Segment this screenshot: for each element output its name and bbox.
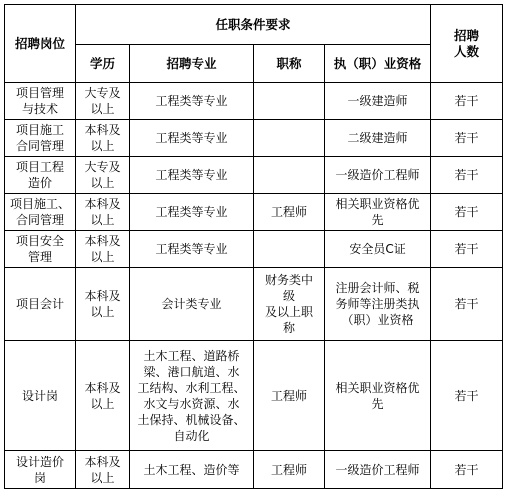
cell-education: 本科及 以上	[76, 341, 130, 451]
table-row	[5, 268, 503, 341]
cell-major: 工程类等专业	[130, 83, 254, 120]
cell-qualification: 相关职业资格优 先	[325, 194, 431, 231]
cell-qualification: 一级造价工程师	[325, 157, 431, 194]
table-row	[5, 157, 503, 194]
cell-qualification: 一级建造师	[325, 83, 431, 120]
cell-position: 设计岗	[5, 341, 76, 451]
table-row	[5, 194, 503, 231]
cell-title	[254, 231, 325, 268]
cell-title	[254, 157, 325, 194]
cell-education: 本科及 以上	[76, 231, 130, 268]
cell-education: 本科及 以上	[76, 268, 130, 341]
header-count: 招聘 人数	[431, 5, 503, 83]
header-title: 职称	[254, 45, 325, 83]
cell-major: 土木工程、造价等	[130, 451, 254, 489]
cell-position: 项目施工 合同管理	[5, 120, 76, 157]
cell-count: 若干	[431, 268, 503, 341]
table-row	[5, 83, 503, 120]
cell-education: 本科及 以上	[76, 451, 130, 489]
cell-position: 设计造价 岗	[5, 451, 76, 489]
cell-count: 若干	[431, 341, 503, 451]
cell-education: 本科及 以上	[76, 194, 130, 231]
cell-title: 工程师	[254, 451, 325, 489]
cell-position: 项目管理 与技术	[5, 83, 76, 120]
table-row	[5, 451, 503, 489]
cell-count: 若干	[431, 120, 503, 157]
cell-title	[254, 83, 325, 120]
cell-position: 项目安全 管理	[5, 231, 76, 268]
cell-count: 若干	[431, 194, 503, 231]
header-major: 招聘专业	[130, 45, 254, 83]
cell-position: 项目会计	[5, 268, 76, 341]
cell-title: 工程师	[254, 194, 325, 231]
cell-qualification: 相关职业资格优 先	[325, 341, 431, 451]
cell-major: 工程类等专业	[130, 231, 254, 268]
table-row	[5, 341, 503, 451]
cell-count: 若干	[431, 451, 503, 489]
cell-count: 若干	[431, 83, 503, 120]
cell-qualification: 二级建造师	[325, 120, 431, 157]
cell-major: 工程类等专业	[130, 194, 254, 231]
table-row	[5, 231, 503, 268]
header-conditions: 任职条件要求	[76, 5, 431, 45]
header-row-1	[5, 5, 503, 45]
cell-position: 项目工程 造价	[5, 157, 76, 194]
recruitment-table	[4, 4, 503, 489]
cell-qualification: 注册会计师、税 务师等注册类执 （职）业资格	[325, 268, 431, 341]
header-qualification: 执（职）业资格	[325, 45, 431, 83]
cell-major: 工程类等专业	[130, 157, 254, 194]
cell-education: 大专及 以上	[76, 83, 130, 120]
cell-title	[254, 120, 325, 157]
cell-major: 土木工程、道路桥 梁、港口航道、水 工结构、水利工程、 水文与水资源、水 土保持、机械设备、 自动化	[130, 341, 254, 451]
cell-qualification: 一级造价工程师	[325, 451, 431, 489]
table-row	[5, 120, 503, 157]
cell-major: 工程类等专业	[130, 120, 254, 157]
header-position: 招聘岗位	[5, 5, 76, 83]
cell-title: 财务类中 级 及以上职 称	[254, 268, 325, 341]
cell-qualification: 安全员C证	[325, 231, 431, 268]
cell-count: 若干	[431, 231, 503, 268]
cell-education: 本科及 以上	[76, 120, 130, 157]
cell-education: 大专及 以上	[76, 157, 130, 194]
header-education: 学历	[76, 45, 130, 83]
cell-count: 若干	[431, 157, 503, 194]
header-row-2	[5, 45, 503, 83]
cell-major: 会计类专业	[130, 268, 254, 341]
cell-position: 项目施工、 合同管理	[5, 194, 76, 231]
cell-title: 工程师	[254, 341, 325, 451]
